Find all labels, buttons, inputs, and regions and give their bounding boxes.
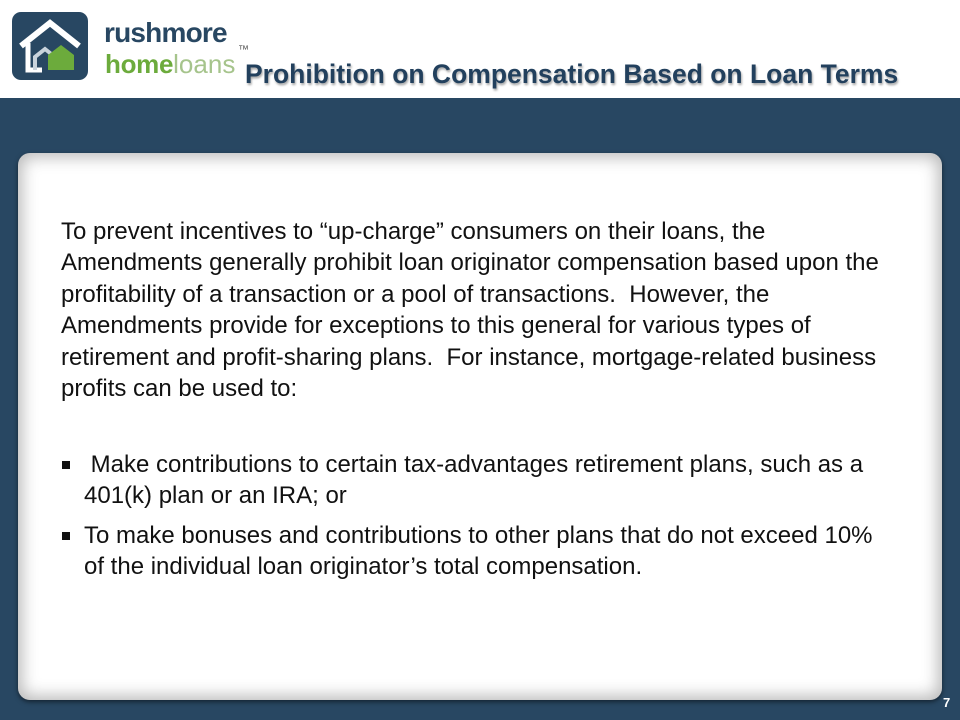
brand-loans-text: loans xyxy=(173,49,236,79)
square-bullet-icon xyxy=(62,532,70,540)
brand-name-homeloans xyxy=(105,50,235,78)
paragraph-line: retirement and profit-sharing plans. For instance, mortgage-related business xyxy=(61,343,877,371)
bullet-line: To make bonuses and contributions to other plans that do not exceed 10% xyxy=(84,522,873,549)
paragraph-line: profits can be used to: xyxy=(61,375,298,403)
content-card xyxy=(18,153,942,700)
house-icon xyxy=(12,12,88,80)
bullet-item xyxy=(61,450,873,511)
trademark-symbol: ™ xyxy=(238,44,249,56)
brand-home-text: home xyxy=(105,49,174,79)
slide-title: Prohibition on Compensation Based on Loan Terms xyxy=(245,59,899,89)
bullet-list xyxy=(61,450,873,592)
paragraph-line: To prevent incentives to “up-charge” consumers on their loans, the xyxy=(61,218,766,245)
paragraph-line: Amendments provide for exceptions to this general for various types of xyxy=(61,312,811,340)
page-number: 7 xyxy=(943,695,951,710)
brand-name-rushmore: rushmore xyxy=(104,17,227,48)
intro-paragraph xyxy=(61,216,879,404)
paragraph-line: Amendments generally prohibit loan originator compensation based upon the xyxy=(61,249,879,277)
bullet-line: 401(k) plan or an IRA; or xyxy=(84,481,347,509)
bullet-item xyxy=(61,521,873,582)
bullet-line: Make contributions to certain tax-advantages retirement plans, such as a xyxy=(84,451,864,478)
paragraph-line: profitability of a transaction or a pool of transactions. However, the xyxy=(61,280,770,308)
square-bullet-icon xyxy=(62,461,70,469)
bullet-line: of the individual loan originator’s total compensation. xyxy=(84,552,643,580)
